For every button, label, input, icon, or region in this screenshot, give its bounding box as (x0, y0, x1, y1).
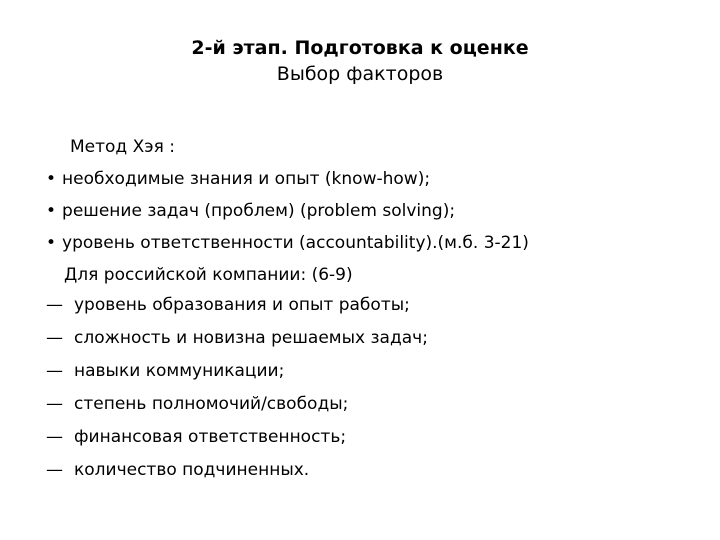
dash-marker: — (46, 394, 63, 414)
bullet-item (46, 168, 430, 190)
bullet-marker: • (46, 201, 57, 221)
russian-company-heading: Для российской компании: (6-9) (64, 265, 353, 285)
slide-title: 2-й этап. Подготовка к оценке (191, 37, 529, 59)
bullet-marker: • (46, 233, 57, 253)
dash-item (46, 459, 309, 481)
dash-text: сложность и новизна решаемых задач; (74, 328, 428, 348)
method-heading: Метод Хэя : (70, 137, 175, 157)
bullet-item (46, 232, 529, 254)
bullet-marker: • (46, 169, 57, 189)
dash-marker: — (46, 328, 63, 348)
dash-item (46, 360, 284, 382)
bullet-item (46, 200, 455, 222)
slide-subtitle: Выбор факторов (276, 63, 444, 85)
dash-marker: — (46, 361, 63, 381)
dash-text: количество подчиненных. (74, 460, 310, 480)
dash-text: финансовая ответственность; (74, 427, 347, 447)
dash-marker: — (46, 460, 63, 480)
bullet-text: уровень ответственности (accountability).(м.б. 3-21) (62, 233, 529, 253)
dash-item (46, 426, 346, 448)
dash-item (46, 294, 410, 316)
dash-marker: — (46, 427, 63, 447)
dash-text: уровень образования и опыт работы; (74, 295, 410, 315)
dash-marker: — (46, 295, 63, 315)
dash-item (46, 393, 348, 415)
dash-text: навыки коммуникации; (74, 361, 285, 381)
dash-text: степень полномочий/свободы; (74, 394, 349, 414)
dash-item (46, 327, 428, 349)
bullet-text: решение задач (проблем) (problem solving); (62, 201, 456, 221)
bullet-text: необходимые знания и опыт (know-how); (62, 169, 431, 189)
